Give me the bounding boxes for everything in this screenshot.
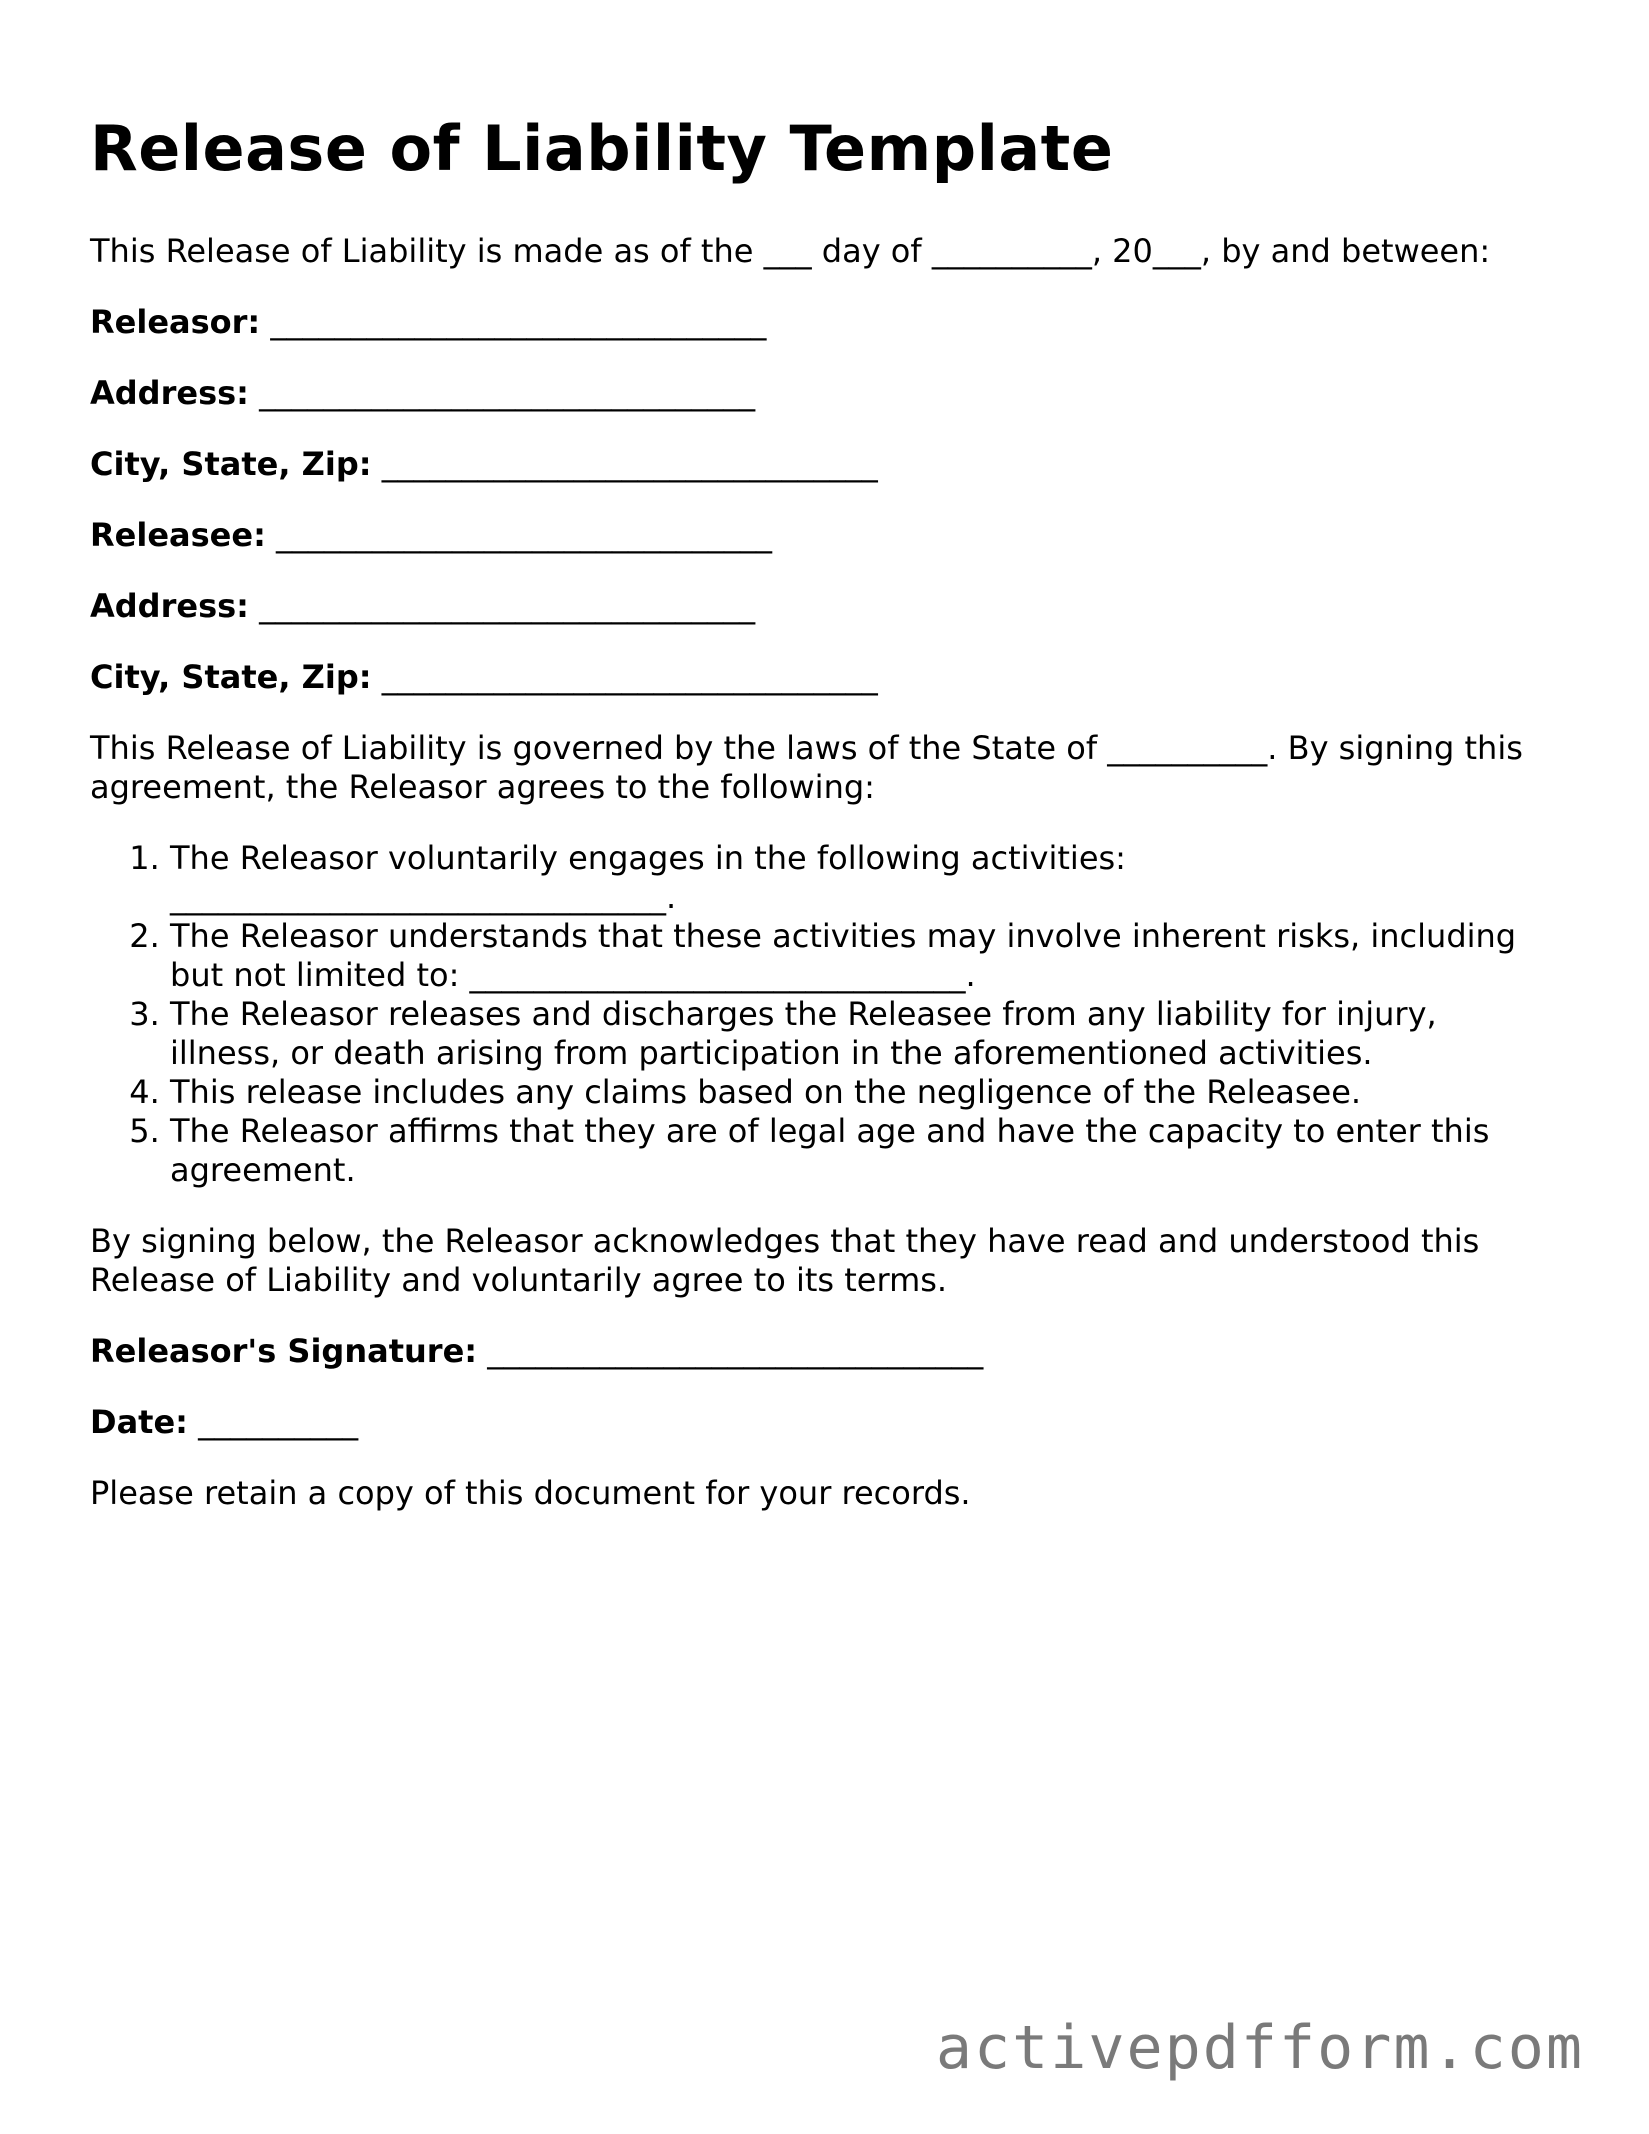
releasor-address-label: Address: bbox=[90, 374, 249, 413]
releasor-blank[interactable]: _______________________________ bbox=[270, 303, 767, 342]
term-item: 3. The Releasor releases and discharges the Releasee from any liability for injury, illness, or death arising from participation in the aforementioned activities. bbox=[170, 995, 1550, 1073]
releasor-field bbox=[90, 303, 1550, 342]
releasor-city-label: City, State, Zip: bbox=[90, 445, 372, 484]
releasee-field bbox=[90, 516, 1550, 555]
signature-blank[interactable]: _______________________________ bbox=[487, 1332, 984, 1371]
acknowledgement-paragraph: By signing below, the Releasor acknowledges that they have read and understood this Release of Liability and voluntarily agree to its terms. bbox=[90, 1222, 1480, 1300]
signature-field bbox=[90, 1332, 1550, 1371]
releasee-city-field bbox=[90, 658, 1550, 697]
releasor-label: Releasor: bbox=[90, 303, 261, 342]
date-field bbox=[90, 1403, 1550, 1442]
releasee-city-label: City, State, Zip: bbox=[90, 658, 372, 697]
intro-paragraph: This Release of Liability is made as of the ___ day of __________, 20___, by and between: bbox=[90, 232, 1491, 271]
releasee-address-blank[interactable]: _______________________________ bbox=[259, 587, 756, 626]
term-item: 1. The Releasor voluntarily engages in the following activities: _______________________________. bbox=[170, 839, 1550, 917]
releasor-city-field bbox=[90, 445, 1550, 484]
signature-label: Releasor's Signature: bbox=[90, 1332, 478, 1371]
date-label: Date: bbox=[90, 1403, 188, 1442]
releasee-city-blank[interactable]: _______________________________ bbox=[381, 658, 878, 697]
terms-list bbox=[90, 839, 1550, 1190]
releasee-label: Releasee: bbox=[90, 516, 266, 555]
releasee-blank[interactable]: _______________________________ bbox=[276, 516, 773, 555]
date-blank[interactable]: __________ bbox=[198, 1403, 359, 1442]
releasor-address-blank[interactable]: _______________________________ bbox=[259, 374, 756, 413]
releasee-address-field bbox=[90, 587, 1550, 626]
releasor-address-field bbox=[90, 374, 1550, 413]
term-item: 2. The Releasor understands that these activities may involve inherent risks, including but not limited to: _______________________________. bbox=[170, 917, 1550, 995]
document-title: Release of Liability Template bbox=[90, 112, 1114, 185]
footer-note: Please retain a copy of this document for your records. bbox=[90, 1474, 971, 1513]
governing-law-paragraph: This Release of Liability is governed by the laws of the State of __________. By signing this agreement, the Releasor agrees to the following: bbox=[90, 729, 1523, 807]
term-item: 4. This release includes any claims based on the negligence of the Releasee. bbox=[170, 1073, 1550, 1112]
document-page bbox=[90, 112, 1550, 1513]
watermark: activepdfform.com bbox=[935, 2013, 1584, 2083]
term-item: 5. The Releasor affirms that they are of legal age and have the capacity to enter this agreement. bbox=[170, 1112, 1550, 1190]
releasee-address-label: Address: bbox=[90, 587, 249, 626]
releasor-city-blank[interactable]: _______________________________ bbox=[381, 445, 878, 484]
